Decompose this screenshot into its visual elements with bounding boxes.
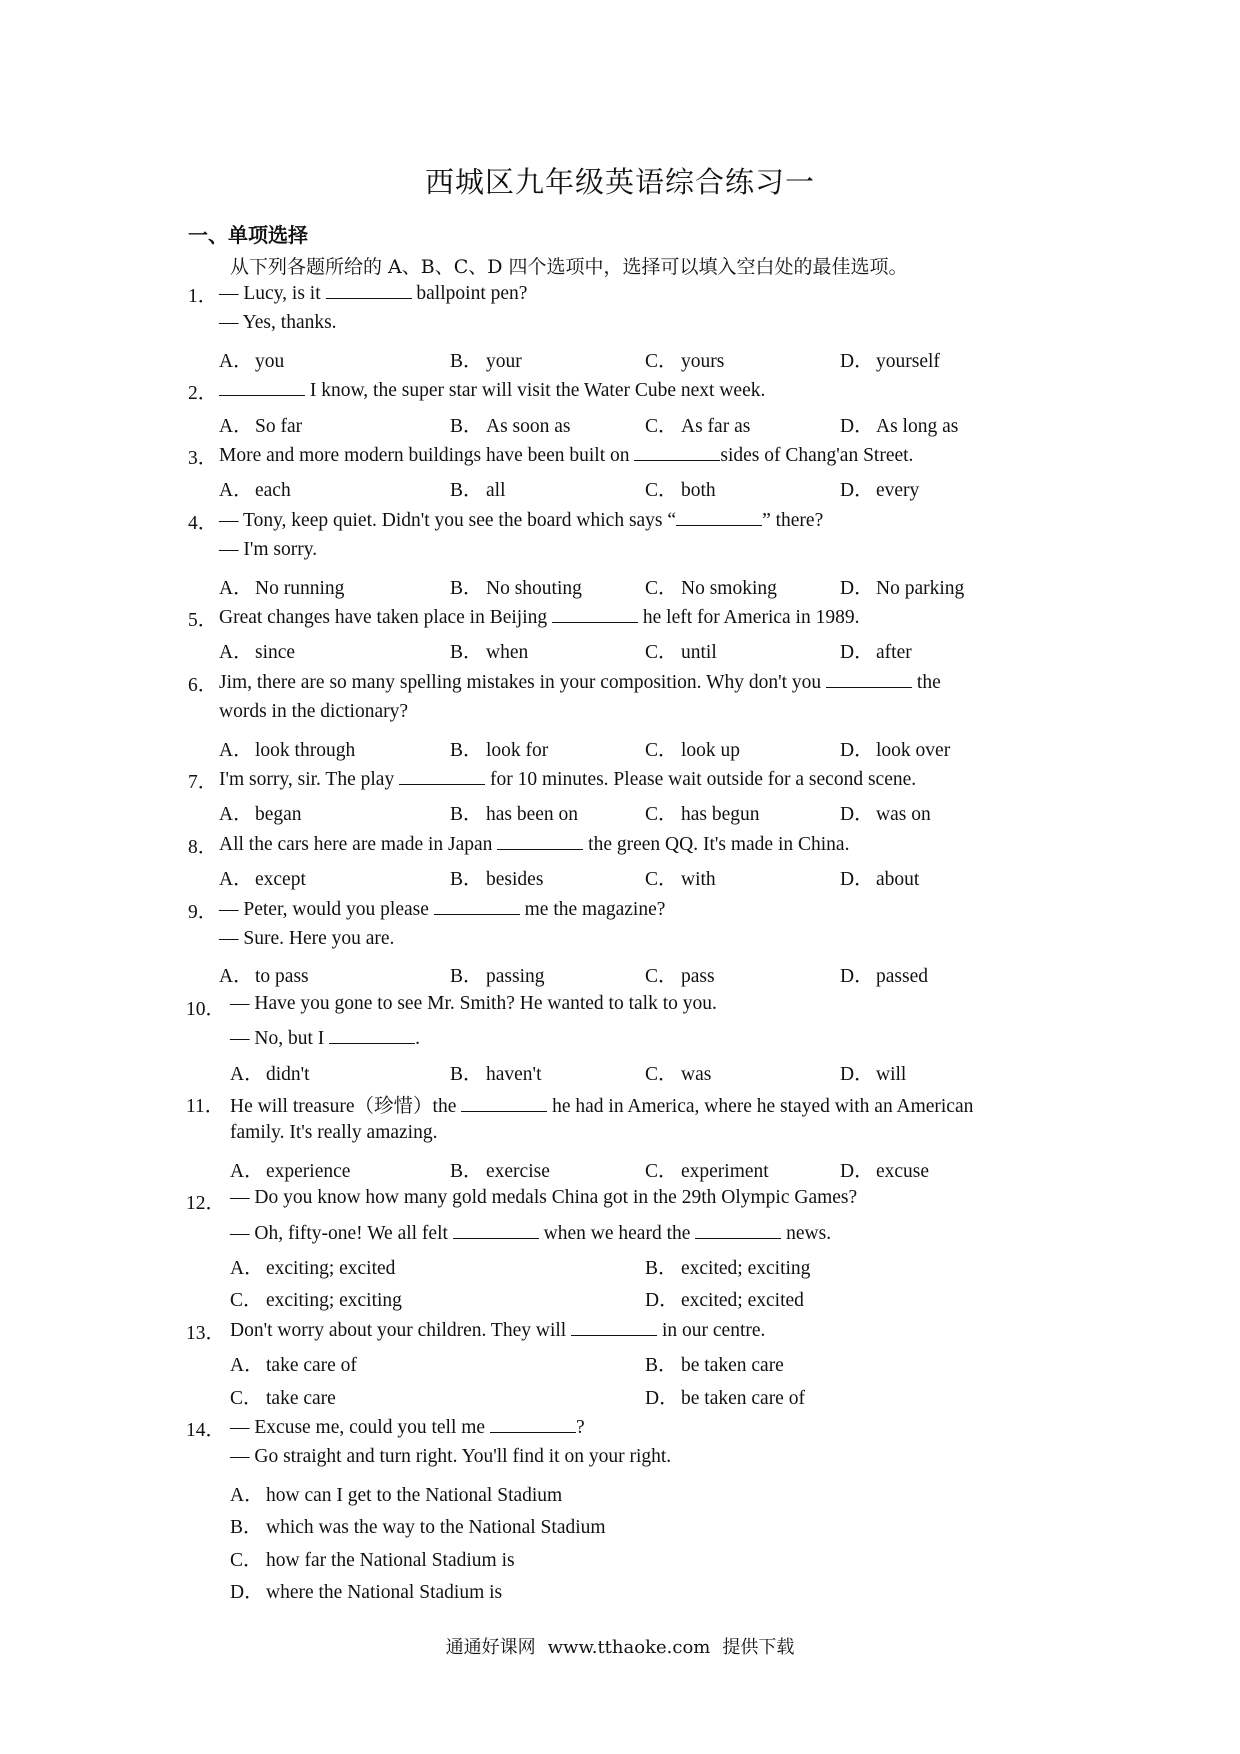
answer-blank [326, 280, 412, 299]
option-text: No shouting [486, 577, 582, 599]
answer-option [219, 572, 344, 600]
option-text: exciting; excited [266, 1258, 396, 1279]
option-letter: C． [645, 739, 678, 761]
question-number: 14． [186, 1420, 226, 1441]
answer-option [450, 636, 528, 664]
option-letter: D． [840, 415, 874, 437]
option-letter: D． [840, 1063, 874, 1085]
option-text: look over [876, 739, 951, 761]
option-text: your [486, 350, 522, 372]
answer-option [645, 1058, 711, 1086]
question-text: — Lucy, is it [219, 283, 326, 304]
option-text: has begun [681, 804, 760, 826]
option-letter: D． [840, 869, 874, 891]
answer-option [840, 1155, 929, 1183]
option-letter: B． [645, 1258, 678, 1279]
option-letter: B． [450, 1160, 483, 1182]
answer-option [450, 572, 582, 600]
question-number: 7． [188, 772, 218, 793]
answer-option [219, 734, 355, 762]
option-text: how far the National Stadium is [266, 1549, 515, 1571]
option-text: yours [681, 350, 725, 372]
question-text-line [219, 442, 913, 467]
question-text: me the magazine? [519, 898, 666, 920]
footer-site-name: 通通好课网 [445, 1637, 536, 1658]
question-text: — No, but I [230, 1028, 330, 1050]
answer-option [219, 410, 302, 438]
answer-option [230, 1382, 336, 1410]
answer-option [450, 960, 545, 988]
answer-option [645, 345, 724, 373]
option-letter: A． [230, 1484, 264, 1506]
option-letter: A． [219, 869, 253, 891]
option-text: after [876, 642, 912, 664]
option-letter: C． [645, 350, 678, 372]
option-text: look through [255, 739, 356, 761]
option-letter: C． [645, 966, 678, 988]
option-letter: C． [645, 480, 678, 502]
option-text: until [681, 642, 717, 664]
question-text: — Excuse me, could you tell me [230, 1417, 490, 1438]
option-text: exercise [486, 1160, 550, 1182]
option-letter: D． [840, 1160, 874, 1182]
answer-blank [453, 1220, 539, 1239]
option-text: passing [486, 966, 545, 988]
section-instruction: 从下列各题所给的 A、B、C、D 四个选项中，选择可以填入空白处的最佳选项。 [230, 256, 908, 278]
question-text-line [219, 669, 941, 694]
option-text: yourself [876, 350, 940, 372]
question-text: — Peter, would you please [219, 898, 434, 920]
question-text-line [230, 1414, 585, 1439]
question-text: — Tony, keep quiet. Didn't you see the board which says “ [219, 509, 677, 531]
option-letter: C． [645, 1063, 678, 1085]
option-letter: B． [450, 350, 483, 372]
option-text: when [486, 642, 529, 664]
option-letter: A． [219, 739, 253, 761]
option-letter: A． [219, 642, 253, 664]
option-text: has been on [486, 804, 579, 826]
question-text: Great changes have taken place in Beijing [219, 607, 552, 628]
option-text: No smoking [681, 577, 777, 599]
answer-option [840, 734, 950, 762]
option-text: except [255, 869, 306, 891]
option-letter: A． [219, 804, 253, 826]
question-text-line [219, 280, 527, 305]
option-letter: C． [645, 577, 678, 599]
answer-blank [461, 1093, 547, 1112]
question-text: All the cars here are made in Japan [219, 833, 498, 855]
option-text: be taken care [681, 1355, 784, 1377]
option-letter: A． [230, 1160, 264, 1182]
option-letter: C． [645, 415, 678, 437]
option-letter: D． [230, 1582, 264, 1603]
option-text: As far as [681, 415, 751, 437]
answer-option [840, 636, 912, 664]
option-letter: B． [450, 415, 483, 437]
answer-option [840, 960, 928, 988]
option-text: each [255, 480, 291, 502]
option-letter: B． [450, 577, 483, 599]
answer-option [450, 474, 506, 502]
option-letter: A． [219, 966, 253, 988]
answer-option [840, 572, 964, 600]
answer-option [450, 345, 522, 373]
option-text: both [681, 480, 716, 502]
question-number: 11． [186, 1096, 225, 1117]
question-text-line [219, 604, 859, 629]
answer-option [219, 798, 302, 826]
answer-blank [552, 604, 638, 623]
answer-option [230, 1576, 502, 1604]
answer-option [230, 1155, 350, 1183]
option-text: pass [681, 966, 715, 988]
option-letter: B． [450, 1063, 483, 1085]
answer-option [645, 572, 777, 600]
option-text: about [876, 869, 920, 891]
question-text: sides of Chang'an Street. [720, 445, 914, 466]
question-text: — Sure. Here you are. [219, 928, 395, 949]
option-text: didn't [266, 1063, 310, 1085]
answer-blank [695, 1220, 781, 1239]
answer-option [450, 1155, 550, 1183]
option-text: with [681, 869, 716, 891]
answer-option [219, 863, 306, 891]
question-text: when we heard the [538, 1222, 696, 1244]
option-text: which was the way to the National Stadium [266, 1517, 606, 1539]
answer-option [645, 1284, 804, 1312]
question-text: he had in America, where he stayed with an American [547, 1096, 974, 1117]
question-number: 6． [188, 674, 218, 696]
question-text-line [219, 312, 337, 334]
answer-option [450, 798, 578, 826]
option-text: be taken care of [681, 1387, 805, 1409]
option-text: was on [876, 804, 931, 826]
answer-option [450, 410, 571, 438]
question-number: 5． [188, 610, 218, 631]
answer-blank [571, 1317, 657, 1336]
option-text: you [255, 350, 285, 372]
answer-option [219, 960, 309, 988]
question-text: for 10 minutes. Please wait outside for a second scene. [485, 769, 917, 790]
option-letter: C． [230, 1290, 263, 1312]
answer-option [230, 1349, 357, 1377]
answer-option [219, 474, 291, 502]
question-text: ballpoint pen? [411, 283, 528, 304]
option-text: every [876, 480, 920, 502]
answer-blank [219, 377, 305, 396]
option-letter: A． [219, 415, 253, 437]
question-text-line [219, 701, 408, 723]
question-text: I'm sorry, sir. The play [219, 769, 400, 790]
answer-option [840, 474, 919, 502]
option-text: besides [486, 869, 544, 891]
answer-option [840, 798, 931, 826]
question-text: — Yes, thanks. [219, 312, 337, 334]
section-heading: 一、单项选择 [188, 223, 308, 247]
question-text-line [230, 1187, 857, 1209]
answer-blank [634, 442, 720, 461]
option-letter: A． [230, 1355, 264, 1377]
question-text: ? [575, 1417, 585, 1438]
answer-option [645, 636, 717, 664]
answer-option [840, 345, 940, 373]
question-text: — Go straight and turn right. You'll find it on your right. [230, 1446, 672, 1468]
answer-option [450, 734, 548, 762]
option-letter: D． [645, 1387, 679, 1409]
question-text-line [230, 1446, 671, 1468]
option-text: all [486, 480, 506, 502]
option-letter: B． [450, 480, 483, 502]
answer-option [645, 474, 716, 502]
question-text: ” there? [762, 509, 824, 531]
option-text: No parking [876, 577, 965, 599]
question-text: words in the dictionary? [219, 701, 408, 723]
answer-blank [826, 669, 912, 688]
option-letter: B． [450, 966, 483, 988]
option-letter: B． [450, 739, 483, 761]
question-text: — Have you gone to see Mr. Smith? He wanted to talk to you. [230, 992, 717, 1014]
option-text: how can I get to the National Stadium [266, 1484, 563, 1506]
option-text: to pass [255, 966, 309, 988]
option-letter: C． [645, 804, 678, 826]
option-text: So far [255, 415, 303, 437]
question-number: 12． [186, 1193, 226, 1215]
question-text-line [219, 507, 823, 532]
question-text-line [230, 1317, 765, 1342]
option-letter: A． [219, 480, 253, 502]
option-text: passed [876, 966, 928, 988]
answer-option [230, 1544, 515, 1572]
answer-blank [676, 507, 762, 526]
question-text-line [219, 928, 394, 950]
answer-option [645, 1252, 810, 1280]
option-letter: D． [840, 804, 874, 826]
question-number: 3． [188, 448, 218, 469]
question-text: family. It's really amazing. [230, 1122, 438, 1144]
option-letter: C． [645, 1160, 678, 1182]
answer-option [230, 1479, 562, 1507]
question-text-line [230, 993, 717, 1015]
answer-blank [329, 1025, 415, 1044]
footer-url: www.tthaoke.com [547, 1637, 711, 1658]
option-text: No running [255, 577, 345, 599]
question-text: the [912, 671, 941, 693]
answer-blank [490, 1414, 576, 1433]
question-number: 2． [188, 383, 218, 405]
option-letter: B． [230, 1517, 263, 1539]
question-text: Jim, there are so many spelling mistakes in your composition. Why don't you [219, 671, 827, 693]
question-number: 13． [186, 1322, 226, 1344]
option-text: take care [266, 1387, 336, 1409]
question-number: 4． [188, 512, 218, 534]
question-text: news. [781, 1222, 832, 1244]
answer-option [840, 1058, 906, 1086]
question-text: . [415, 1028, 420, 1050]
option-letter: C． [645, 869, 678, 891]
question-number: 9． [188, 901, 218, 923]
option-text: excuse [876, 1160, 930, 1182]
answer-option [645, 734, 740, 762]
option-text: haven't [486, 1063, 542, 1085]
question-text: He will treasure（珍惜）the [230, 1096, 462, 1117]
answer-option [230, 1284, 402, 1312]
answer-blank [399, 766, 485, 785]
option-letter: B． [645, 1355, 678, 1377]
question-text: — Do you know how many gold medals China got in the 29th Olympic Games? [230, 1187, 858, 1209]
question-text-line [219, 766, 916, 791]
question-text: — Oh, fifty-one! We all felt [230, 1222, 453, 1244]
question-number: 1． [188, 286, 218, 307]
page-footer [0, 1633, 1240, 1659]
option-letter: D． [645, 1290, 679, 1312]
option-text: will [876, 1063, 907, 1085]
question-text-line [230, 1122, 437, 1144]
answer-option [645, 1382, 805, 1410]
answer-option [450, 863, 543, 891]
answer-blank [497, 831, 583, 850]
answer-option [840, 410, 958, 438]
answer-option [219, 345, 284, 373]
option-text: excited; exciting [681, 1258, 811, 1279]
question-text-line [230, 1220, 831, 1245]
option-text: exciting; exciting [266, 1290, 402, 1312]
question-text-line [230, 1025, 420, 1050]
option-letter: D． [840, 350, 874, 372]
option-text: since [255, 642, 296, 664]
option-letter: B． [450, 804, 483, 826]
option-letter: D． [840, 642, 874, 664]
question-number: 8． [188, 836, 218, 858]
option-letter: C． [645, 642, 678, 664]
question-text-line [219, 539, 317, 561]
option-letter: B． [450, 869, 483, 891]
question-text-line [219, 377, 765, 402]
option-letter: D． [840, 739, 874, 761]
option-text: where the National Stadium is [266, 1582, 503, 1603]
option-text: was [681, 1063, 712, 1085]
option-text: experience [266, 1160, 351, 1182]
answer-option [645, 863, 716, 891]
option-letter: A． [230, 1063, 264, 1085]
option-text: excited; excited [681, 1290, 804, 1312]
answer-option [219, 636, 295, 664]
option-letter: B． [450, 642, 483, 664]
option-text: began [255, 804, 302, 826]
answer-option [645, 960, 715, 988]
option-text: As long as [876, 415, 959, 437]
option-letter: A． [219, 350, 253, 372]
answer-blank [434, 896, 520, 915]
answer-option [645, 798, 760, 826]
option-letter: D． [840, 577, 874, 599]
answer-option [840, 863, 919, 891]
option-text: As soon as [486, 415, 571, 437]
answer-option [645, 1155, 769, 1183]
option-letter: D． [840, 480, 874, 502]
question-text-line [230, 1090, 973, 1118]
question-text: in our centre. [657, 1319, 766, 1341]
option-text: take care of [266, 1355, 357, 1377]
answer-option [230, 1058, 310, 1086]
option-text: look for [486, 739, 549, 761]
answer-option [230, 1511, 606, 1539]
answer-option [450, 1058, 542, 1086]
answer-option [645, 1349, 784, 1377]
option-letter: A． [230, 1258, 264, 1279]
answer-option [230, 1252, 395, 1280]
question-text-line [219, 896, 665, 921]
question-text: I know, the super star will visit the Water Cube next week. [305, 380, 766, 402]
question-text: Don't worry about your children. They will [230, 1319, 572, 1341]
option-letter: D． [840, 966, 874, 988]
option-text: experiment [681, 1160, 769, 1182]
question-number: 10． [186, 998, 226, 1020]
option-text: look up [681, 739, 741, 761]
footer-suffix: 提供下载 [722, 1637, 795, 1658]
question-text: he left for America in 1989. [638, 607, 860, 628]
option-letter: C． [230, 1387, 263, 1409]
question-text: the green QQ. It's made in China. [583, 833, 850, 855]
question-text: More and more modern buildings have been built on [219, 445, 635, 466]
answer-option [645, 410, 750, 438]
page-title: 西城区九年级英语综合练习一 [424, 165, 815, 199]
option-letter: C． [230, 1549, 263, 1571]
option-letter: A． [219, 577, 253, 599]
question-text-line [219, 831, 849, 856]
question-text: — I'm sorry. [219, 539, 318, 561]
